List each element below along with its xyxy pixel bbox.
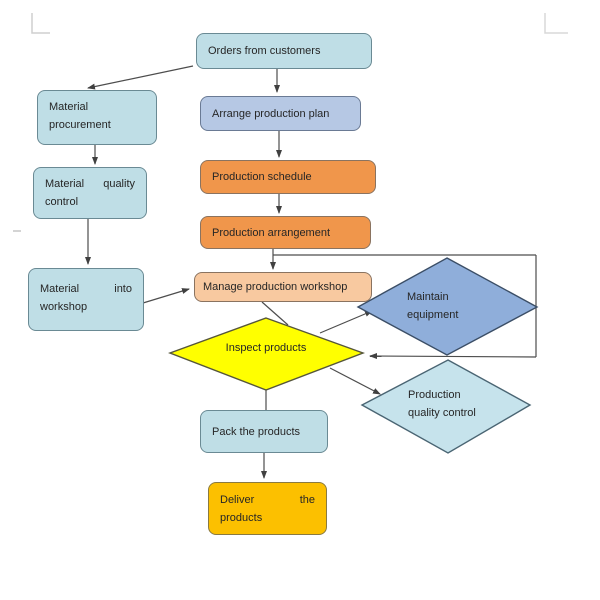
node-production-schedule[interactable] — [200, 160, 376, 194]
maintain-equipment-label — [407, 288, 497, 324]
node-orders-from-customers[interactable] — [196, 33, 372, 69]
node-label-line1: Maintain — [407, 291, 449, 303]
edge-inspect-to-maintain — [320, 311, 372, 333]
node-pack-the-products[interactable] — [200, 410, 328, 453]
page-corner-mark-top-left — [32, 13, 50, 33]
node-label: Production schedule — [212, 171, 312, 183]
node-label: Manage production workshop — [203, 281, 348, 293]
node-label: Inspect products — [225, 342, 307, 354]
node-arrange-production-plan[interactable] — [200, 96, 361, 131]
node-label-line1: Material — [49, 101, 89, 113]
node-label: Orders from customers — [208, 45, 321, 57]
node-material-into-workshop[interactable] — [28, 268, 144, 331]
node-label: Production arrangement — [212, 226, 331, 239]
production-quality-label — [408, 386, 508, 422]
node-label-line1: Production — [408, 389, 461, 401]
node-label-line2: equipment — [407, 309, 459, 321]
node-label-line2: products — [220, 512, 263, 524]
node-label-word: the — [299, 494, 315, 506]
edge-into-workshop-to-manage — [143, 289, 189, 303]
edge-inspect-to-quality-control — [330, 368, 380, 394]
node-deliver-the-products[interactable] — [208, 482, 327, 535]
node-label-line2: control — [45, 196, 79, 208]
node-label: Arrange production plan — [212, 107, 330, 120]
node-label-word: into — [114, 283, 132, 295]
node-label-line2: quality control — [408, 407, 476, 419]
node-label-word: Deliver — [220, 494, 255, 506]
node-material-procurement[interactable] — [37, 90, 157, 145]
edge-loop-to-inspect — [370, 356, 536, 357]
node-label: Pack the products — [212, 425, 301, 438]
node-manage-production-workshop[interactable] — [194, 272, 372, 302]
node-label-word: quality — [103, 178, 135, 190]
node-label-line2: workshop — [40, 301, 88, 313]
node-label-line2: procurement — [49, 119, 111, 131]
node-production-arrangement[interactable] — [200, 216, 371, 249]
edge-orders-to-material-procurement — [88, 66, 193, 88]
page-corner-mark-top-right — [545, 13, 568, 33]
node-label-word: Material — [45, 178, 85, 190]
inspect-products-label — [196, 339, 336, 357]
node-label-word: Material — [40, 283, 80, 295]
node-material-quality-control[interactable] — [33, 167, 147, 219]
